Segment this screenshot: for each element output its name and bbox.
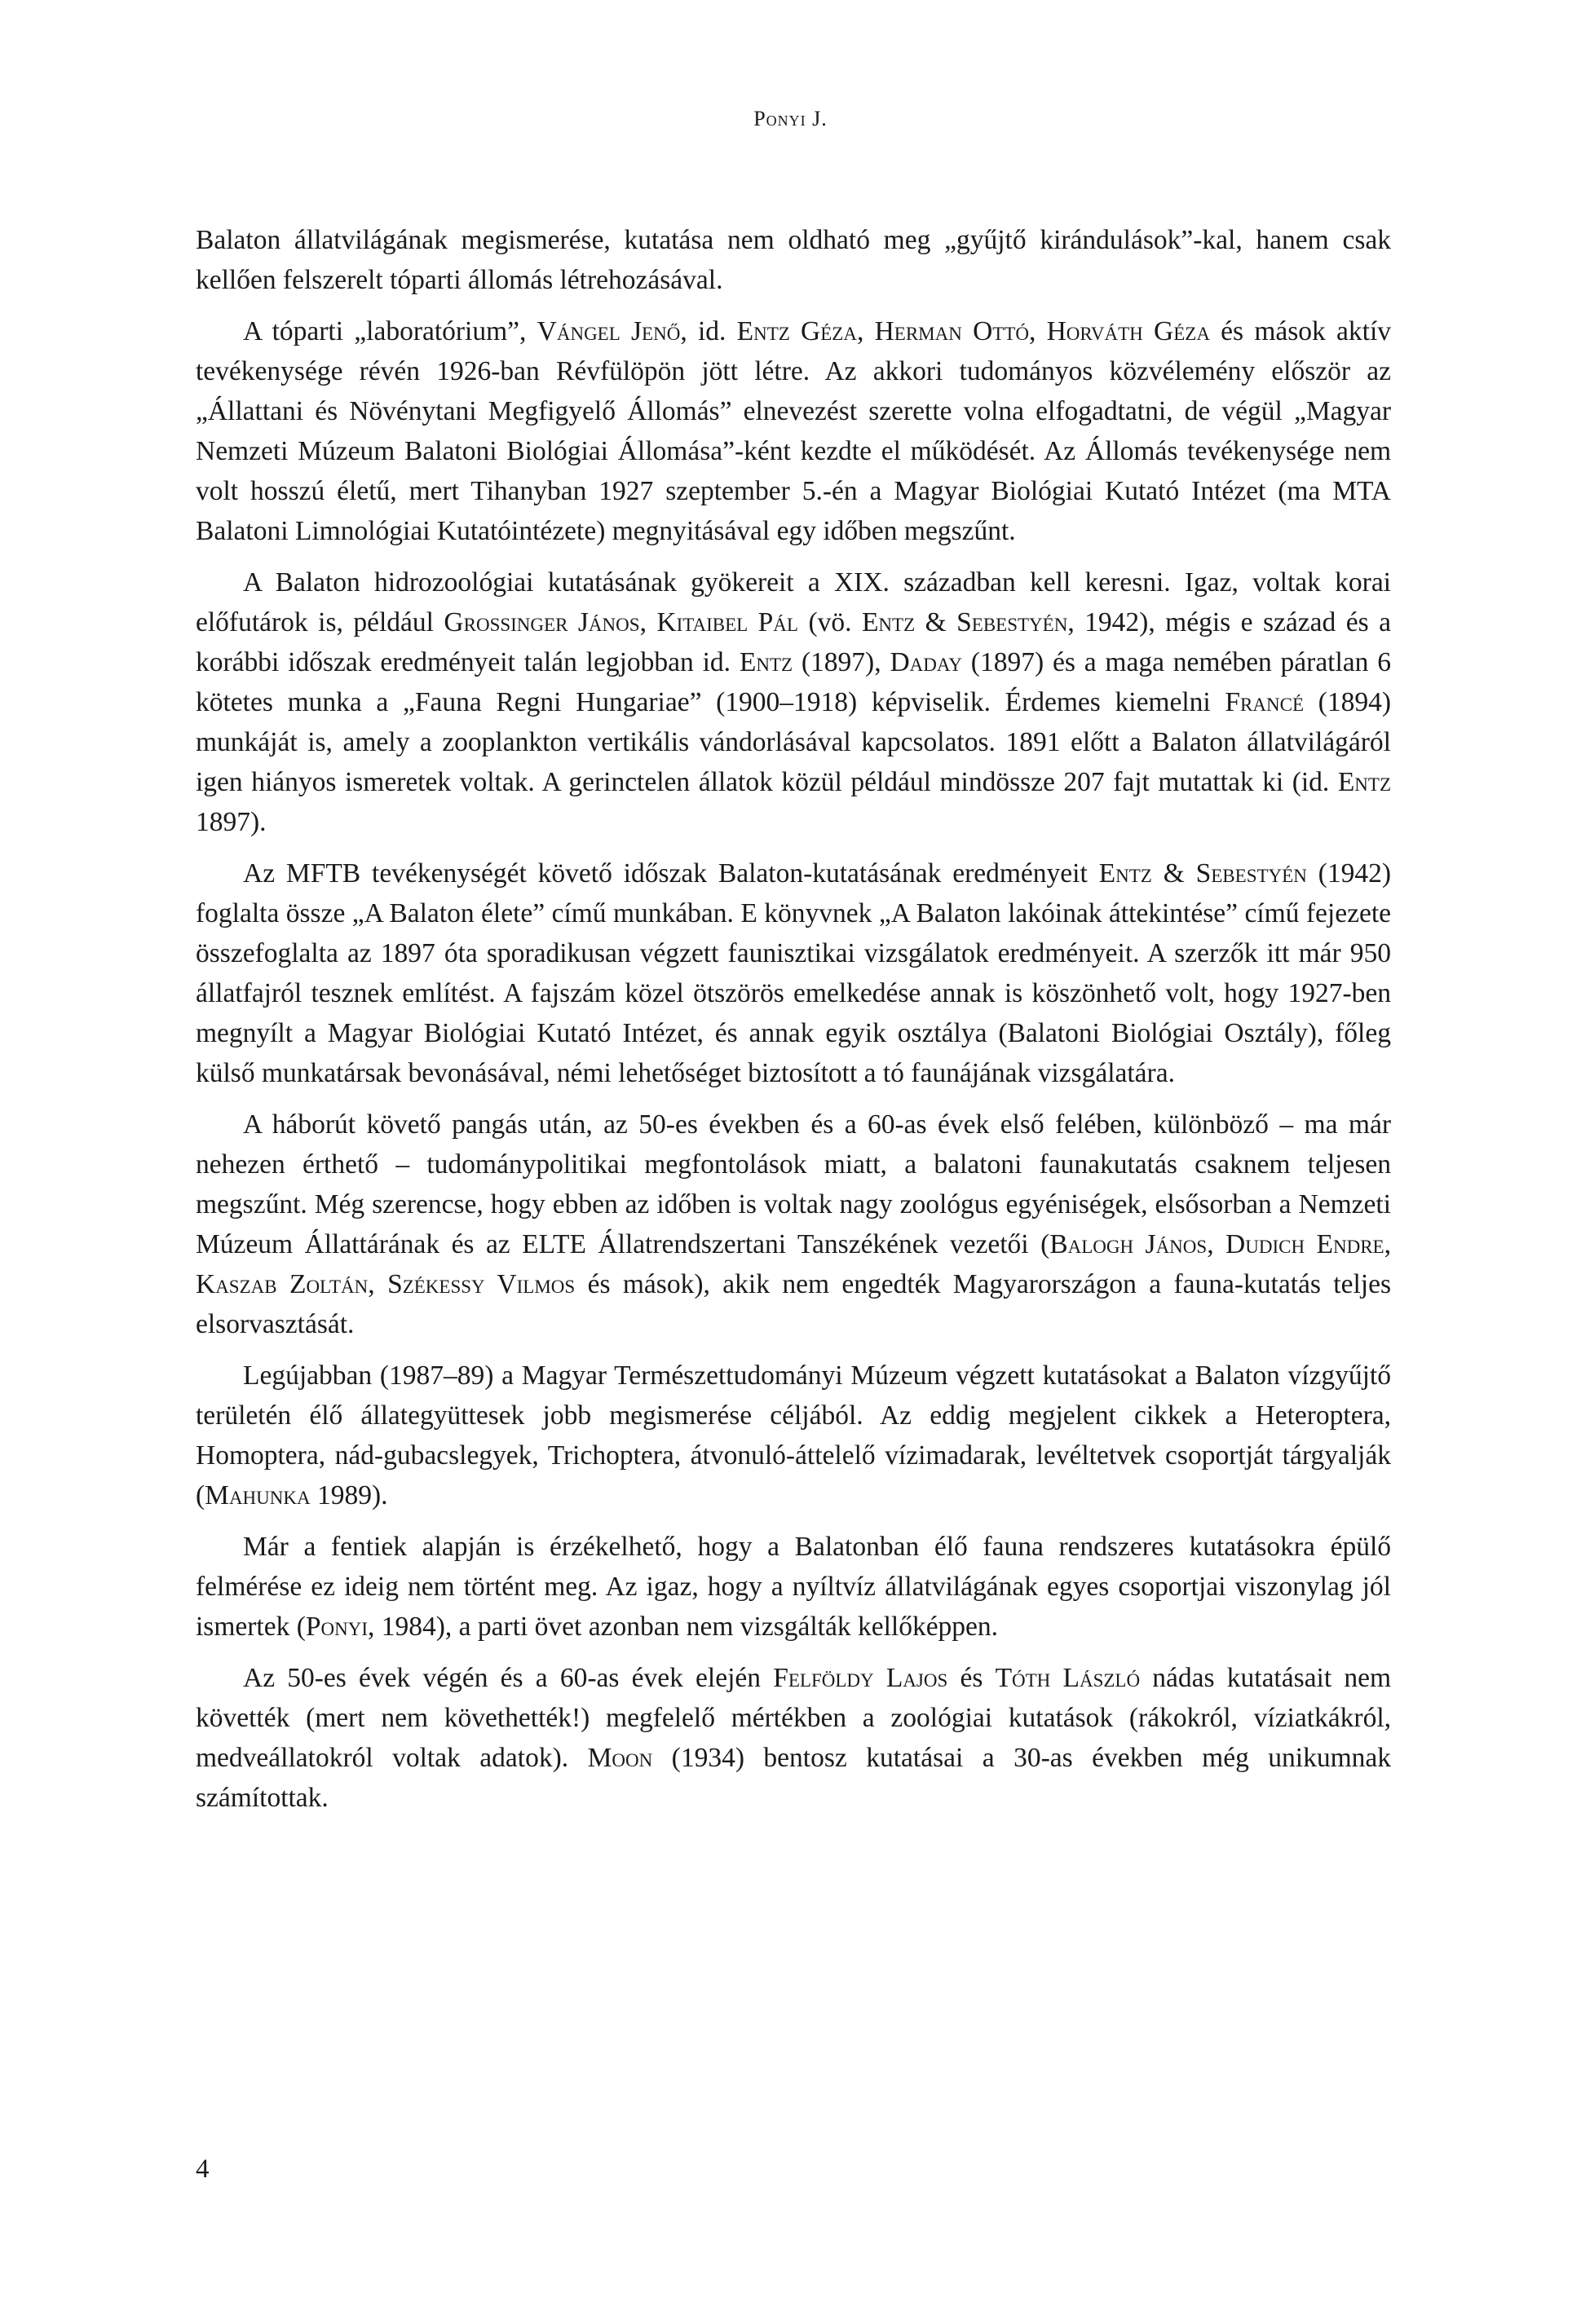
text-run: , [1028,316,1047,346]
page-number: 4 [196,2154,210,2184]
author-name: Francé [1225,687,1304,717]
text-run: és [947,1663,996,1693]
text-run: A tóparti „laboratórium”, [243,316,537,346]
paragraph [196,562,1391,842]
text-run: , [639,607,657,637]
text-run: A háborút követő pangás után, az 50-es években és a 60-as évek első felében, különböző – ma már nehezen érthető – tudománypolitikai megfontolások miatt, a balatoni faunakutatás csaknem teljesen megszűnt. Még szerencse, hogy ebben az időben is voltak nagy zoológus egyéniségek, elsősorban a Nemzeti Múzeum Állattárának és az ELTE Állatrendszertani Tanszékének vezetői ( [196,1109,1391,1259]
text-run: nádas kutatásait nem követték (mert nem követhették!) megfelelő mértékben a zoológiai kutatások (rákokról, víziatkákról, medveállatokról voltak adatok). [196,1663,1392,1773]
text-run: 1897). [196,807,267,837]
text-run: A Balaton hidrozoológiai kutatásának gyökereit a XIX. században kell keresni. Igaz, voltak korai előfutárok is, például [196,567,1391,637]
text-run: Az 50-es évek végén és a 60-as évek elején [243,1663,774,1693]
author-name: Ponyi [305,1612,369,1642]
author-name: Kaszab Zoltán [196,1269,369,1299]
text-run: , [368,1269,388,1299]
text-run: , 1942), mégis e század és a korábbi időszak eredményeit talán legjobban id. [196,607,1392,677]
body-text [196,220,1391,1829]
text-run: Már a fentiek alapján is érzékelhető, hogy a Balatonban élő fauna rendszeres kutatásokra épülő felmérése ez ideig nem történt meg. Az igaz, hogy a nyíltvíz állatvilágának egyes csoportjai viszonylag jól ismertek ( [196,1532,1391,1642]
author-name: Herman Ottó [874,316,1029,346]
author-name: Sebestyén [1195,858,1307,889]
author-name: Entz [1098,858,1152,889]
author-name: Grossinger János [444,607,640,637]
text-run: Legújabban (1987–89) a Magyar Természettudományi Múzeum végzett kutatásokat a Balaton vízgyűjtő területén élő állategyüttesek jobb megismerése céljából. Az eddig megjelent cikkek a Heteroptera, Homoptera, nád-gubacslegyek, Trichoptera, átvonuló-áttelelő vízimadarak, levéltetvek csoportját tárgyalják ( [196,1360,1391,1510]
text-run: Balaton állatvilágának megismerése, kutatása nem oldható meg „gyűjtő kirándulások”-kal, hanem csak kellően felszerelt tóparti állomás létrehozásával. [196,225,1391,295]
text-run: , [1207,1229,1226,1259]
text-run: & [915,607,957,637]
paragraph [196,1658,1391,1818]
author-name: Horváth Géza [1046,316,1210,346]
paragraph [196,1527,1391,1647]
text-run: , [1384,1229,1391,1259]
author-name: Daday [890,647,962,677]
author-name: Entz Géza [736,316,857,346]
text-run: , 1984), a parti övet azonban nem vizsgálták kellőképpen. [368,1612,999,1642]
text-run: & [1151,858,1196,889]
running-head: Ponyi J. [753,107,828,130]
author-name: Tóth László [995,1663,1141,1693]
text-run: (1897) és a maga nemében páratlan 6 kötetes munka a „Fauna Regni Hungariae” (1900–1918) képviselik. Érdemes kiemelni [196,647,1392,717]
text-run: és mások aktív tevékenysége révén 1926-ban Révfülöpön jött létre. Az akkori tudományos közvélemény először az „Állattani és Növénytani Megfigyelő Állomás” elnevezést szerette volna elfogadtatni, de végül „Magyar Nemzeti Múzeum Balatoni Biológiai Állomása”-ként kezdte el működését. Az Állomás tevékenysége nem volt hosszú életű, mert Tihanyban 1927 szeptember 5.-én a Magyar Biológiai Kutató Intézet (ma MTA Balatoni Limnológiai Kutatóintézete) megnyitásával egy időben megszűnt. [196,316,1392,546]
text-run: , [856,316,875,346]
paragraph [196,1105,1391,1344]
paragraph [196,853,1391,1093]
text-run: (1934) bentosz kutatásai a 30-as években még unikumnak számítottak. [196,1743,1391,1813]
author-name: Kitaibel Pál [656,607,798,637]
text-run: (1897), [793,647,890,677]
author-name: Felföldy Lajos [773,1663,948,1693]
author-name: Mahunka [205,1480,311,1510]
paragraph [196,311,1391,551]
author-name: Entz [1337,767,1391,797]
paragraph [196,220,1391,300]
text-run: (1942) foglalta össze „A Balaton élete” című munkában. E könyvnek „A Balaton lakóinak áttekintése” című fejezete összefoglalta az 1897 óta sporadikusan végzett faunisztikai vizsgálatok eredményeit. A szerzők itt már 950 állatfajról tesznek említést. A fajszám közel ötszörös emelkedése annak is köszönhető volt, hogy 1927-ben megnyílt a Magyar Biológiai Kutató Intézet, és annak egyik osztálya (Balatoni Biológiai Osztály), főleg külső munkatársak bevonásával, némi lehetőséget biztosított a tó faunájának vizsgálatára. [196,858,1391,1088]
author-name: Entz [739,647,793,677]
author-name: Székessy Vilmos [387,1269,576,1299]
author-name: Vángel Jenő [537,316,681,346]
author-name: Entz [861,607,916,637]
text-run: Az MFTB tevékenységét követő időszak Balaton-kutatásának eredményeit [243,858,1099,889]
text-run: , id. [680,316,737,346]
paragraph [196,1356,1391,1515]
text-run: (vö. [797,607,862,637]
author-name: Balogh János [1049,1229,1208,1259]
author-name: Sebestyén [956,607,1068,637]
text-run: és mások), akik nem engedték Magyarországon a fauna-kutatás teljes elsorvasztását. [196,1269,1392,1339]
author-name: Dudich Endre [1225,1229,1384,1259]
text-run: 1989). [310,1480,388,1510]
author-name: Moon [587,1743,653,1773]
text-run: (1894) munkáját is, amely a zooplankton vertikális vándorlásával kapcsolatos. 1891 előtt a Balaton állatvilágáról igen hiányos ismeretek voltak. A gerinctelen állatok közül például mindössze 207 fajt mutattak ki (id. [196,687,1391,797]
